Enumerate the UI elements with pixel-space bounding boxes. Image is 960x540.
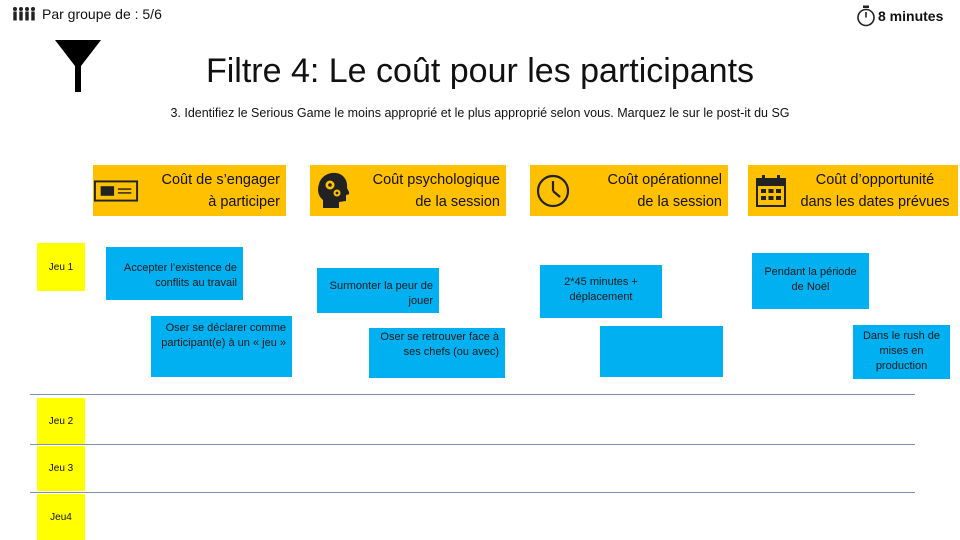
category-engage-line2: à participer bbox=[208, 193, 280, 210]
row-divider-1 bbox=[30, 394, 915, 395]
game-3-label[interactable]: Jeu 3 bbox=[37, 446, 85, 491]
category-psycho-box bbox=[310, 165, 506, 216]
group-size-label bbox=[12, 6, 162, 22]
page-title: Filtre 4: Le coût pour les participants bbox=[205, 52, 755, 90]
note-engage-declare[interactable]: Oser se déclarer comme participant(e) à un « jeu » bbox=[151, 316, 292, 377]
category-opportunity-line1: Coût d’opportunité bbox=[815, 171, 935, 188]
clock-icon bbox=[530, 173, 576, 209]
category-psycho-line2: de la session bbox=[415, 193, 500, 210]
category-psycho-line1: Coût psychologique bbox=[372, 171, 500, 188]
note-engage-conflicts[interactable]: Accepter l’existence de conflits au travail bbox=[106, 247, 243, 300]
calendar-icon bbox=[748, 175, 794, 207]
game-2-label[interactable]: Jeu 2 bbox=[37, 398, 85, 444]
category-opportunity-box bbox=[748, 165, 958, 216]
stopwatch-icon bbox=[856, 5, 876, 27]
category-operational-line2: de la session bbox=[637, 193, 722, 210]
timer-label bbox=[856, 5, 943, 27]
note-operational-duration[interactable]: 2*45 minutes + déplacement bbox=[540, 265, 662, 318]
instruction-text: 3. Identifiez le Serious Game le moins approprié et le plus approprié selon vous. Marquez le sur le post-it du SG bbox=[170, 106, 790, 120]
game-1-label[interactable]: Jeu 1 bbox=[37, 243, 85, 291]
game-4-label[interactable]: Jeu4 bbox=[37, 494, 85, 540]
money-bill-icon bbox=[93, 179, 139, 203]
note-psycho-fear[interactable]: Surmonter la peur de jouer bbox=[317, 268, 439, 313]
category-engage-line1: Coût de s’engager bbox=[161, 171, 280, 188]
note-psycho-bosses[interactable]: Oser se retrouver face à ses chefs (ou avec) bbox=[369, 328, 505, 378]
note-opportunity-christmas[interactable]: Pendant la période de Noël bbox=[752, 253, 869, 309]
people-group-icon bbox=[12, 6, 36, 22]
timer-text: 8 minutes bbox=[878, 8, 944, 24]
category-operational-line1: Coût opérationnel bbox=[607, 171, 722, 188]
note-operational-empty[interactable] bbox=[600, 326, 723, 377]
head-gears-icon bbox=[310, 172, 356, 210]
group-size-text: Par groupe de : 5/6 bbox=[42, 6, 162, 22]
category-engage-box bbox=[93, 165, 286, 216]
row-divider-3 bbox=[30, 492, 915, 493]
row-divider-2 bbox=[30, 444, 915, 445]
note-opportunity-rush[interactable]: Dans le rush de mises en production bbox=[853, 325, 950, 379]
category-operational-box bbox=[530, 165, 728, 216]
category-opportunity-line2: dans les dates prévues bbox=[800, 193, 950, 210]
